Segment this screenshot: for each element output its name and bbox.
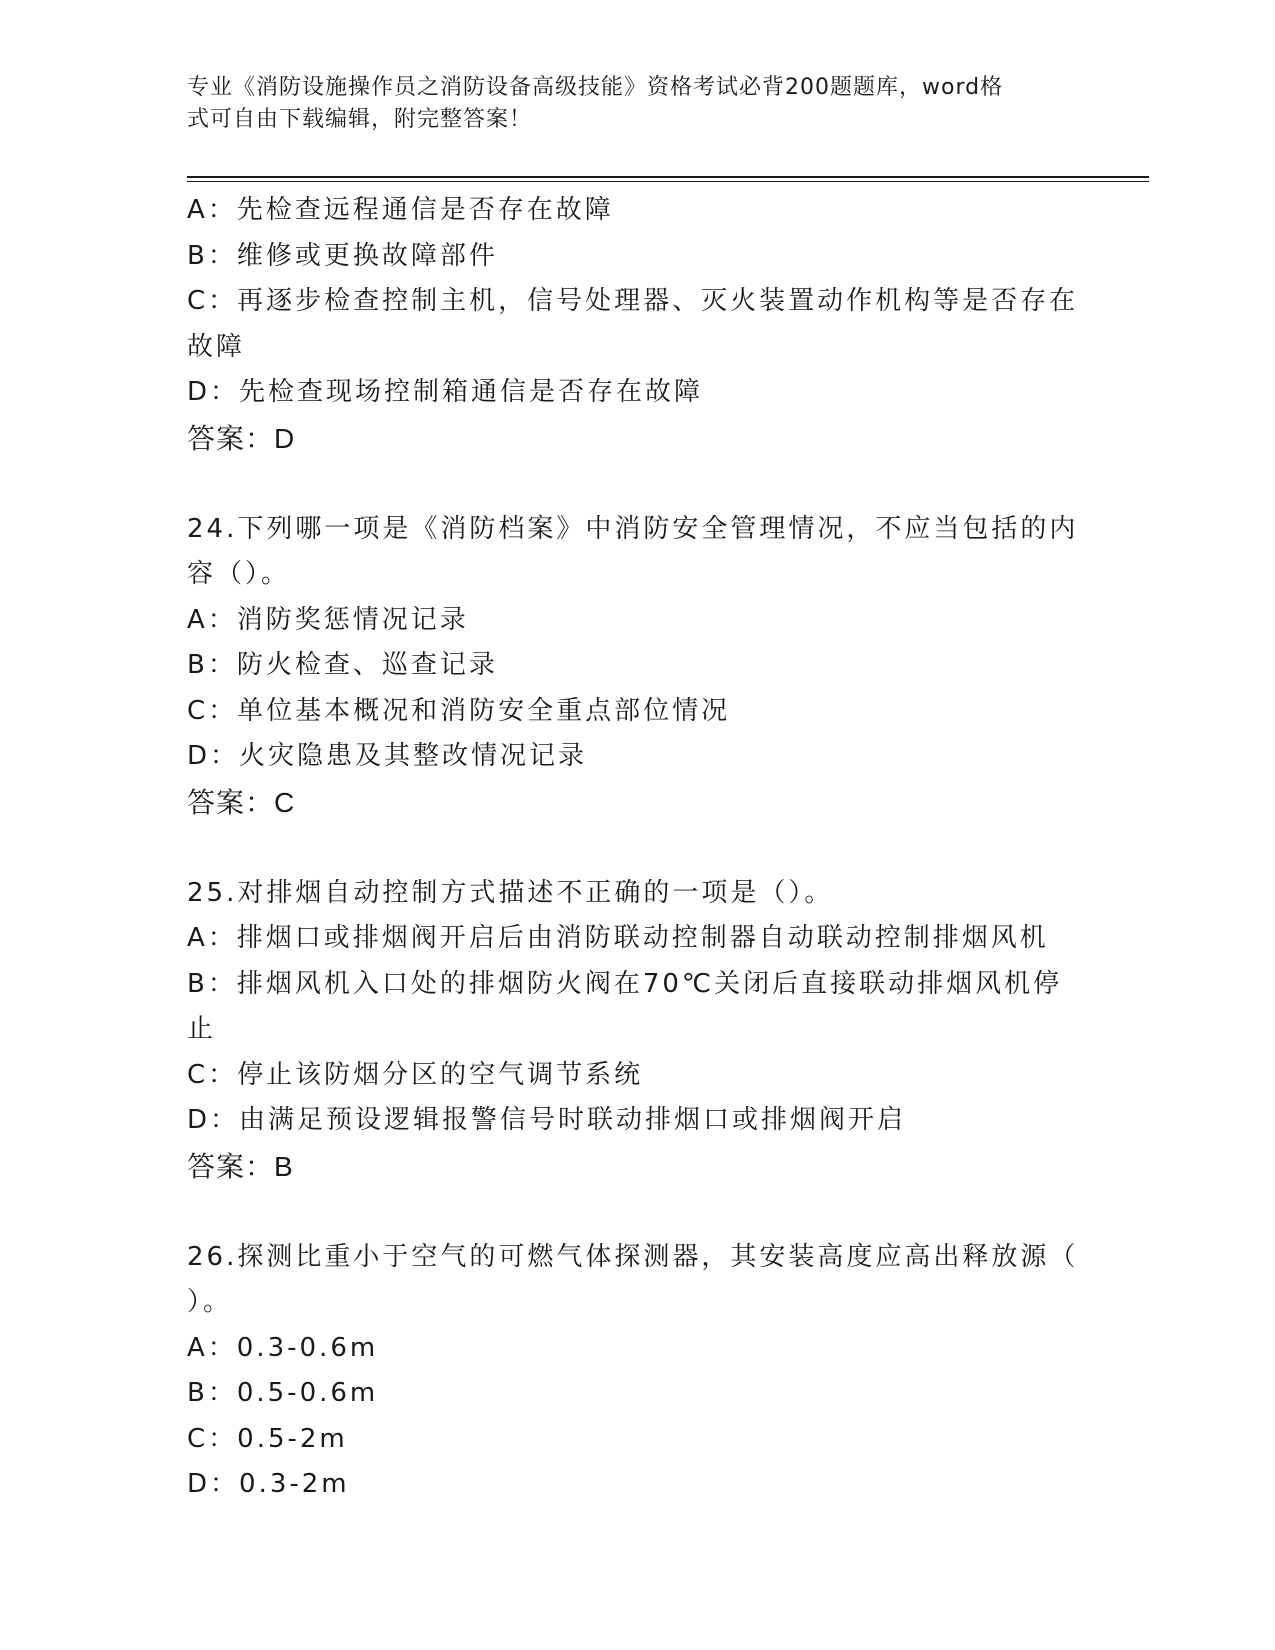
option-d: D：先检查现场控制箱通信是否存在故障 bbox=[187, 377, 704, 407]
question-block-prev bbox=[187, 188, 1087, 461]
question-stem: 24.下列哪一项是《消防档案》中消防安全管理情况，不应当包括的内 bbox=[187, 513, 1079, 544]
header-line-2: 式可自由下载编辑，附完整答案！ bbox=[187, 107, 533, 132]
spacer bbox=[187, 461, 1087, 507]
page-header bbox=[187, 72, 1067, 136]
option-a: A：消防奖惩情况记录 bbox=[187, 604, 469, 635]
option-b: B：排烟风机入口处的排烟防火阀在70℃关闭后直接联动排烟风机停止 bbox=[187, 968, 1063, 1044]
question-stem: 26.探测比重小于空气的可燃气体探测器，其安装高度应高出释放源（ bbox=[187, 1241, 1079, 1272]
option-c: C：0.5-2m bbox=[187, 1423, 348, 1454]
option-c-continued: 故障 bbox=[187, 331, 246, 362]
option-c: C：再逐步检查控制主机，信号处理器、灭火装置动作机构等是否存在 bbox=[187, 286, 1079, 316]
option-c: C：停止该防烟分区的空气调节系统 bbox=[187, 1059, 644, 1090]
option-b: B：维修或更换故障部件 bbox=[187, 240, 498, 271]
option-b: B：防火检查、巡查记录 bbox=[187, 650, 498, 680]
question-stem-continued: ）。 bbox=[187, 1287, 233, 1317]
header-line-1: 专业《消防设施操作员之消防设备高级技能》资格考试必背200题题库，word格 bbox=[187, 75, 1004, 100]
answer-line: 答案：B bbox=[187, 1150, 294, 1182]
answer-line: 答案：C bbox=[187, 786, 296, 818]
question-block-24 bbox=[187, 507, 1087, 826]
question-stem-continued: 容（）。 bbox=[187, 559, 291, 589]
question-stem: 25.对排烟自动控制方式描述不正确的一项是（）。 bbox=[187, 877, 834, 908]
question-block-26 bbox=[187, 1235, 1087, 1508]
answer-line: 答案：D bbox=[187, 422, 296, 454]
option-d: D：火灾隐患及其整改情况记录 bbox=[187, 741, 588, 771]
question-block-25 bbox=[187, 871, 1087, 1190]
document-body bbox=[187, 188, 1087, 1508]
option-d: D：由满足预设逻辑报警信号时联动排烟口或排烟阀开启 bbox=[187, 1105, 907, 1135]
header-divider-thin bbox=[187, 181, 1149, 182]
option-a: A：排烟口或排烟阀开启后由消防联动控制器自动联动控制排烟风机 bbox=[187, 923, 1049, 953]
option-b: B：0.5-0.6m bbox=[187, 1378, 379, 1408]
spacer bbox=[187, 1189, 1087, 1235]
option-a: A：先检查远程通信是否存在故障 bbox=[187, 195, 614, 225]
option-d: D：0.3-2m bbox=[187, 1469, 350, 1499]
option-c: C：单位基本概况和消防安全重点部位情况 bbox=[187, 695, 731, 726]
header-divider bbox=[187, 176, 1149, 178]
spacer bbox=[187, 825, 1087, 871]
option-a: A：0.3-0.6m bbox=[187, 1332, 379, 1363]
